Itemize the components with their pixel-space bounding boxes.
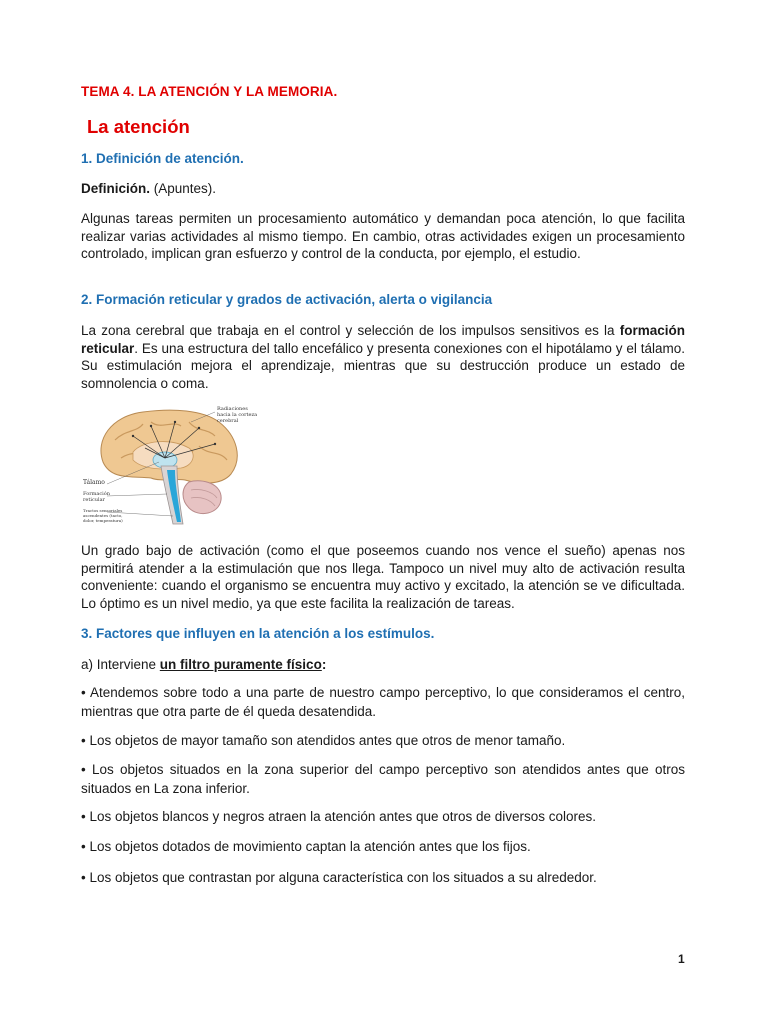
label-cerebral: cerebral [217,418,239,424]
bullet-item: • Los objetos que contrastan por alguna característica con los situados a su alrededor. [81,870,597,885]
label-radiaciones: Radiaciones [217,406,248,412]
filter-prefix: a) Interviene [81,657,160,672]
label-reticular: reticular [83,497,105,503]
filter-intro [81,656,685,674]
bullet-item: • Los objetos blancos y negros atraen la atención antes que otros de diversos colores. [81,809,597,824]
bullet-item: • Los objetos situados en la zona superior del campo perceptivo son atendidos antes que otros situados en La zona inferior. [81,762,685,796]
paragraph-procesamiento: Algunas tareas permiten un procesamiento automático y demandan poca atención, lo que facilita realizar varias actividades al mismo tiempo. En cambio, otras actividades exigen un procesamiento controlado, implican gran esfuerzo y control de la conducta, por ejemplo, el estudio. [81,211,685,261]
label-tractos-3: dolor, temperatura) [83,518,123,523]
bullet-item: • Los objetos de mayor tamaño son atendidos antes que otros de menor tamaño. [81,733,566,748]
filter-colon: : [321,657,327,672]
p2-text-b: . Es una estructura del tallo encefálico y presenta conexiones con el hipotálamo y el tálamo. Su estimulación mejora el aprendizaje, mientras que su destrucción produce un estado de somnolencia o coma. [81,340,685,391]
bullet-item: • Atendemos sobre todo a una parte de nuestro campo perceptivo, lo que consideramos el centro, mientras que otra parte de él queda desatendida. [81,685,685,719]
brain-illustration [81,400,257,528]
label-talamo: Tálamo [83,479,105,486]
p2-bold-term: formación reticular [81,323,685,356]
label-hacia-corteza: hacia la corteza [217,412,257,418]
p2-text-a: La zona cerebral que trabaja en el control y selección de los impulsos sensitivos es la [81,323,620,338]
definition-source: (Apuntes). [150,181,217,196]
label-tractos-1: Tractos sensoriales [83,508,123,513]
paragraph-formacion-reticular [81,322,685,392]
definition-label: Definición. [81,181,151,196]
section-heading: La atención [87,116,190,137]
document-title: TEMA 4. LA ATENCIÓN Y LA MEMORIA. [81,84,338,99]
bullet-item: • Los objetos dotados de movimiento captan la atención antes que los fijos. [81,839,531,854]
label-tractos-2: ascendentes (tacto, [83,513,123,518]
heading-factores: 3. Factores que influyen en la atención a los estímulos. [81,626,435,641]
paragraph-activacion: Un grado bajo de activación (como el que poseemos cuando nos vence el sueño) apenas nos permitirá atender a la estimulación que nos llega. Tampoco un nivel muy alto de activación resulta conveniente: cuando el organismo se encuentra muy activo y excitado, la atención se ve dificultada. Lo óptimo es un nivel medio, ya que este facilita la realización de tareas. [81,543,685,611]
filter-underlined: un filtro puramente físico [159,657,322,672]
definition-line [81,180,685,198]
page-number: 1 [678,952,685,966]
heading-formacion-reticular: 2. Formación reticular y grados de activación, alerta o vigilancia [81,292,493,307]
heading-definicion: 1. Definición de atención. [81,151,244,166]
label-formacion: Formación [83,491,110,497]
